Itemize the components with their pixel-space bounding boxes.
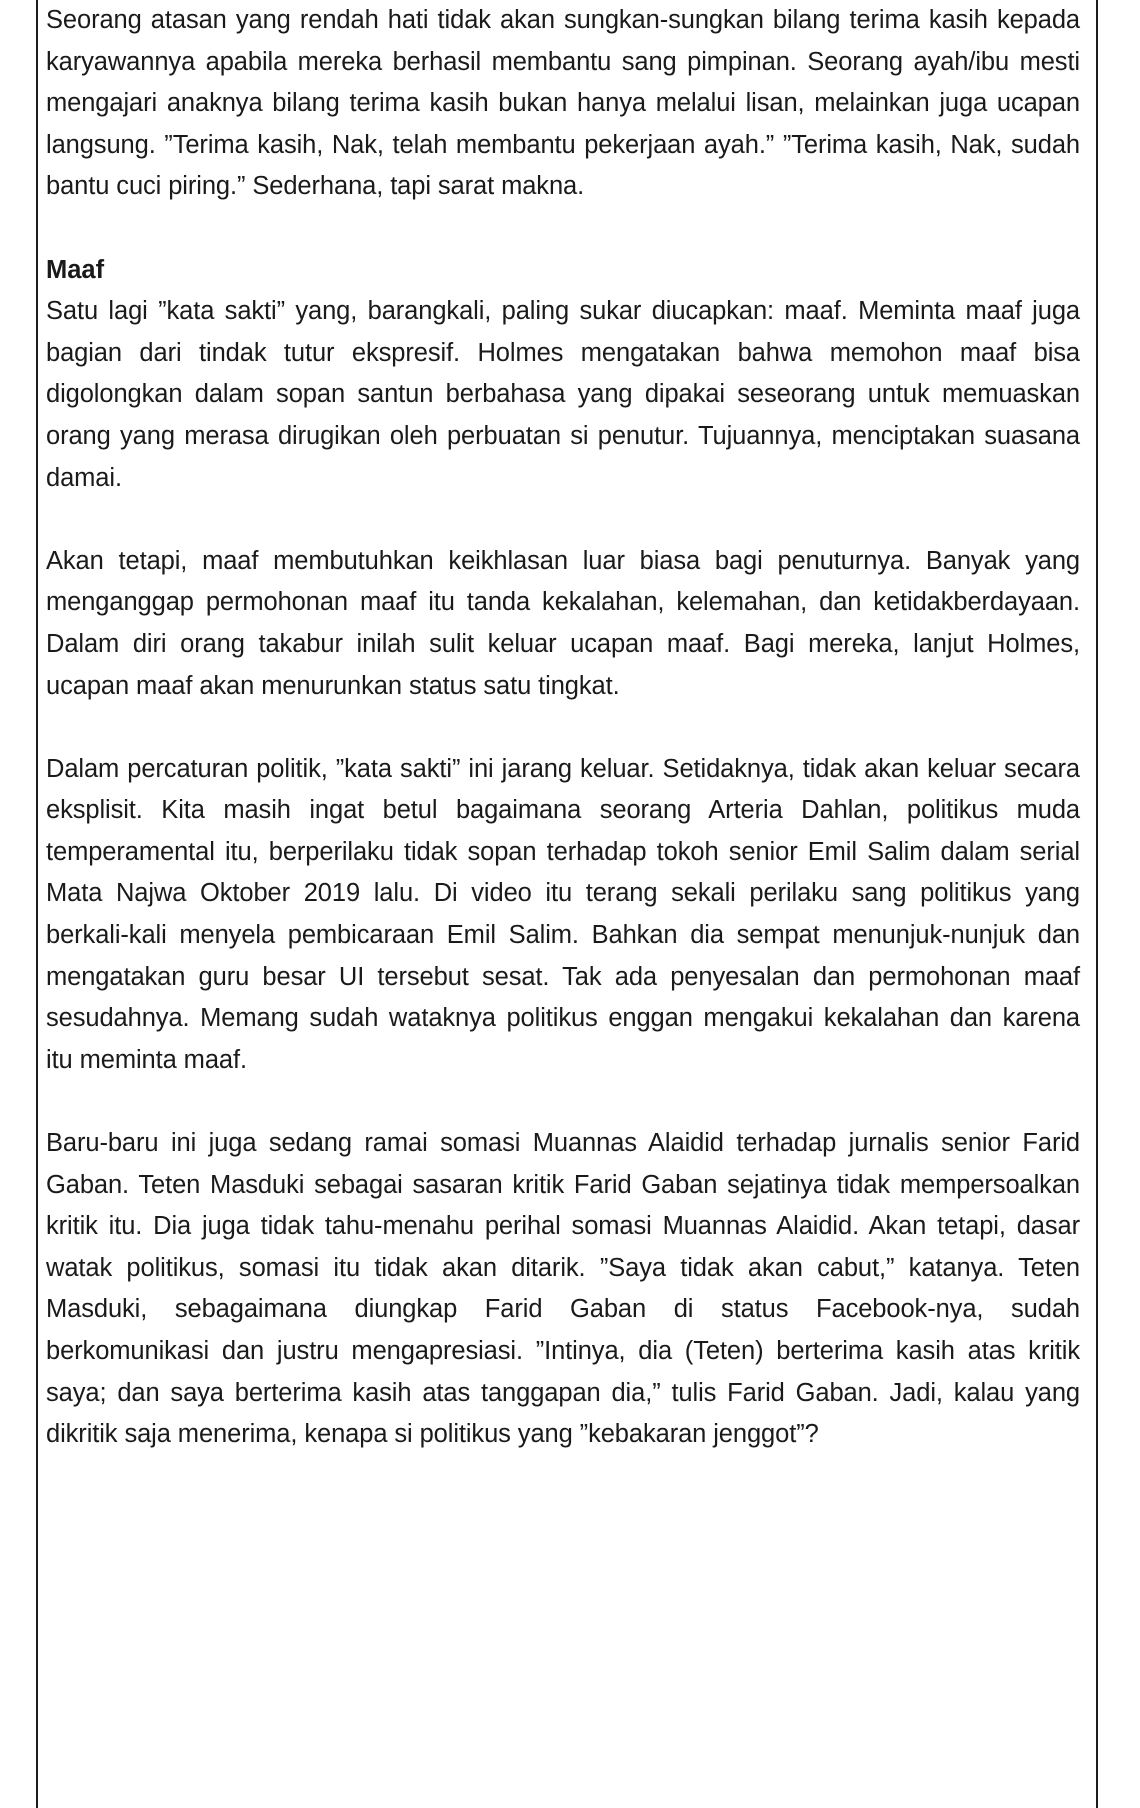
paragraph-apology-sincerity: Akan tetapi, maaf membutuhkan keikhlasan luar biasa bagi penuturnya. Banyak yang menganggap permohonan maaf itu tanda kekalahan, kelemahan, dan ketidakberdayaan. Dalam diri orang takabur inilah sulit keluar ucapan maaf. Bagi mereka, lanjut Holmes, ucapan maaf akan menurunkan status satu tingkat. [46,546,1080,700]
right-margin-rule [1096,0,1098,1808]
paragraph-politics-arteria-dahlan: Dalam percaturan politik, ”kata sakti” ini jarang keluar. Setidaknya, tidak akan keluar secara eksplisit. Kita masih ingat betul bagaimana seorang Arteria Dahlan, politikus muda temperamental itu, berperilaku tidak sopan terhadap tokoh senior Emil Salim dalam serial Mata Najwa Oktober 2019 lalu. Di video itu terang sekali perilaku sang politikus yang berkali-kali menyela pembicaraan Emil Salim. Bahkan dia sempat menunjuk-nunjuk dan mengatakan guru besar UI tersebut sesat. Tak ada penyesalan dan permohonan maaf sesudahnya. Memang sudah wataknya politikus enggan mengakui kekalahan dan karena itu meminta maaf. [46,754,1080,1074]
paragraph-spacer [46,1081,1080,1123]
left-margin-rule [36,0,38,1808]
section-heading-maaf: Maaf [46,255,105,284]
paragraph-spacer [46,208,1080,250]
paragraph-thanking-superior: Seorang atasan yang rendah hati tidak akan sungkan-sungkan bilang terima kasih kepada karyawannya apabila mereka berhasil membantu sang pimpinan. Seorang ayah/ibu mesti mengajari anaknya bilang terima kasih bukan hanya melalui lisan, melainkan juga ucapan langsung. ”Terima kasih, Nak, telah membantu pekerjaan ayah.” ”Terima kasih, Nak, sudah bantu cuci piring.” Sederhana, tapi sarat makna. [46,6,1080,201]
paragraph-apology-definition: Satu lagi ”kata sakti” yang, barangkali, paling sukar diucapkan: maaf. Meminta maaf juga bagian dari tindak tutur ekspresif. Holmes mengatakan bahwa memohon maaf bisa digolongkan dalam sopan santun berbahasa yang dipakai seseorang untuk memuaskan orang yang merasa dirugikan oleh perbuatan si penutur. Tujuannya, menciptakan suasana damai. [46,297,1080,492]
body-text-column [46,0,1086,1456]
paragraph-somasi-muannas-alaidid: Baru-baru ini juga sedang ramai somasi Muannas Alaidid terhadap jurnalis senior Farid Gaban. Teten Masduki sebagai sasaran kritik Farid Gaban sejatinya tidak mempersoalkan kritik itu. Dia juga tidak tahu-menahu perihal somasi Muannas Alaidid. Akan tetapi, dasar watak politikus, somasi itu tidak akan ditarik. ”Saya tidak akan cabut,” katanya. Teten Masduki, sebagaimana diungkap Farid Gaban di status Facebook-nya, sudah berkomunikasi dan justru mengapresiasi. ”Intinya, dia (Teten) berterima kasih atas kritik saya; dan saya berterima kasih atas tanggapan dia,” tulis Farid Gaban. Jadi, kalau yang dikritik saja menerima, kenapa si politikus yang ”kebakaran jenggot”? [46,1129,1080,1449]
paragraph-spacer [46,499,1080,541]
paragraph-spacer [46,707,1080,749]
